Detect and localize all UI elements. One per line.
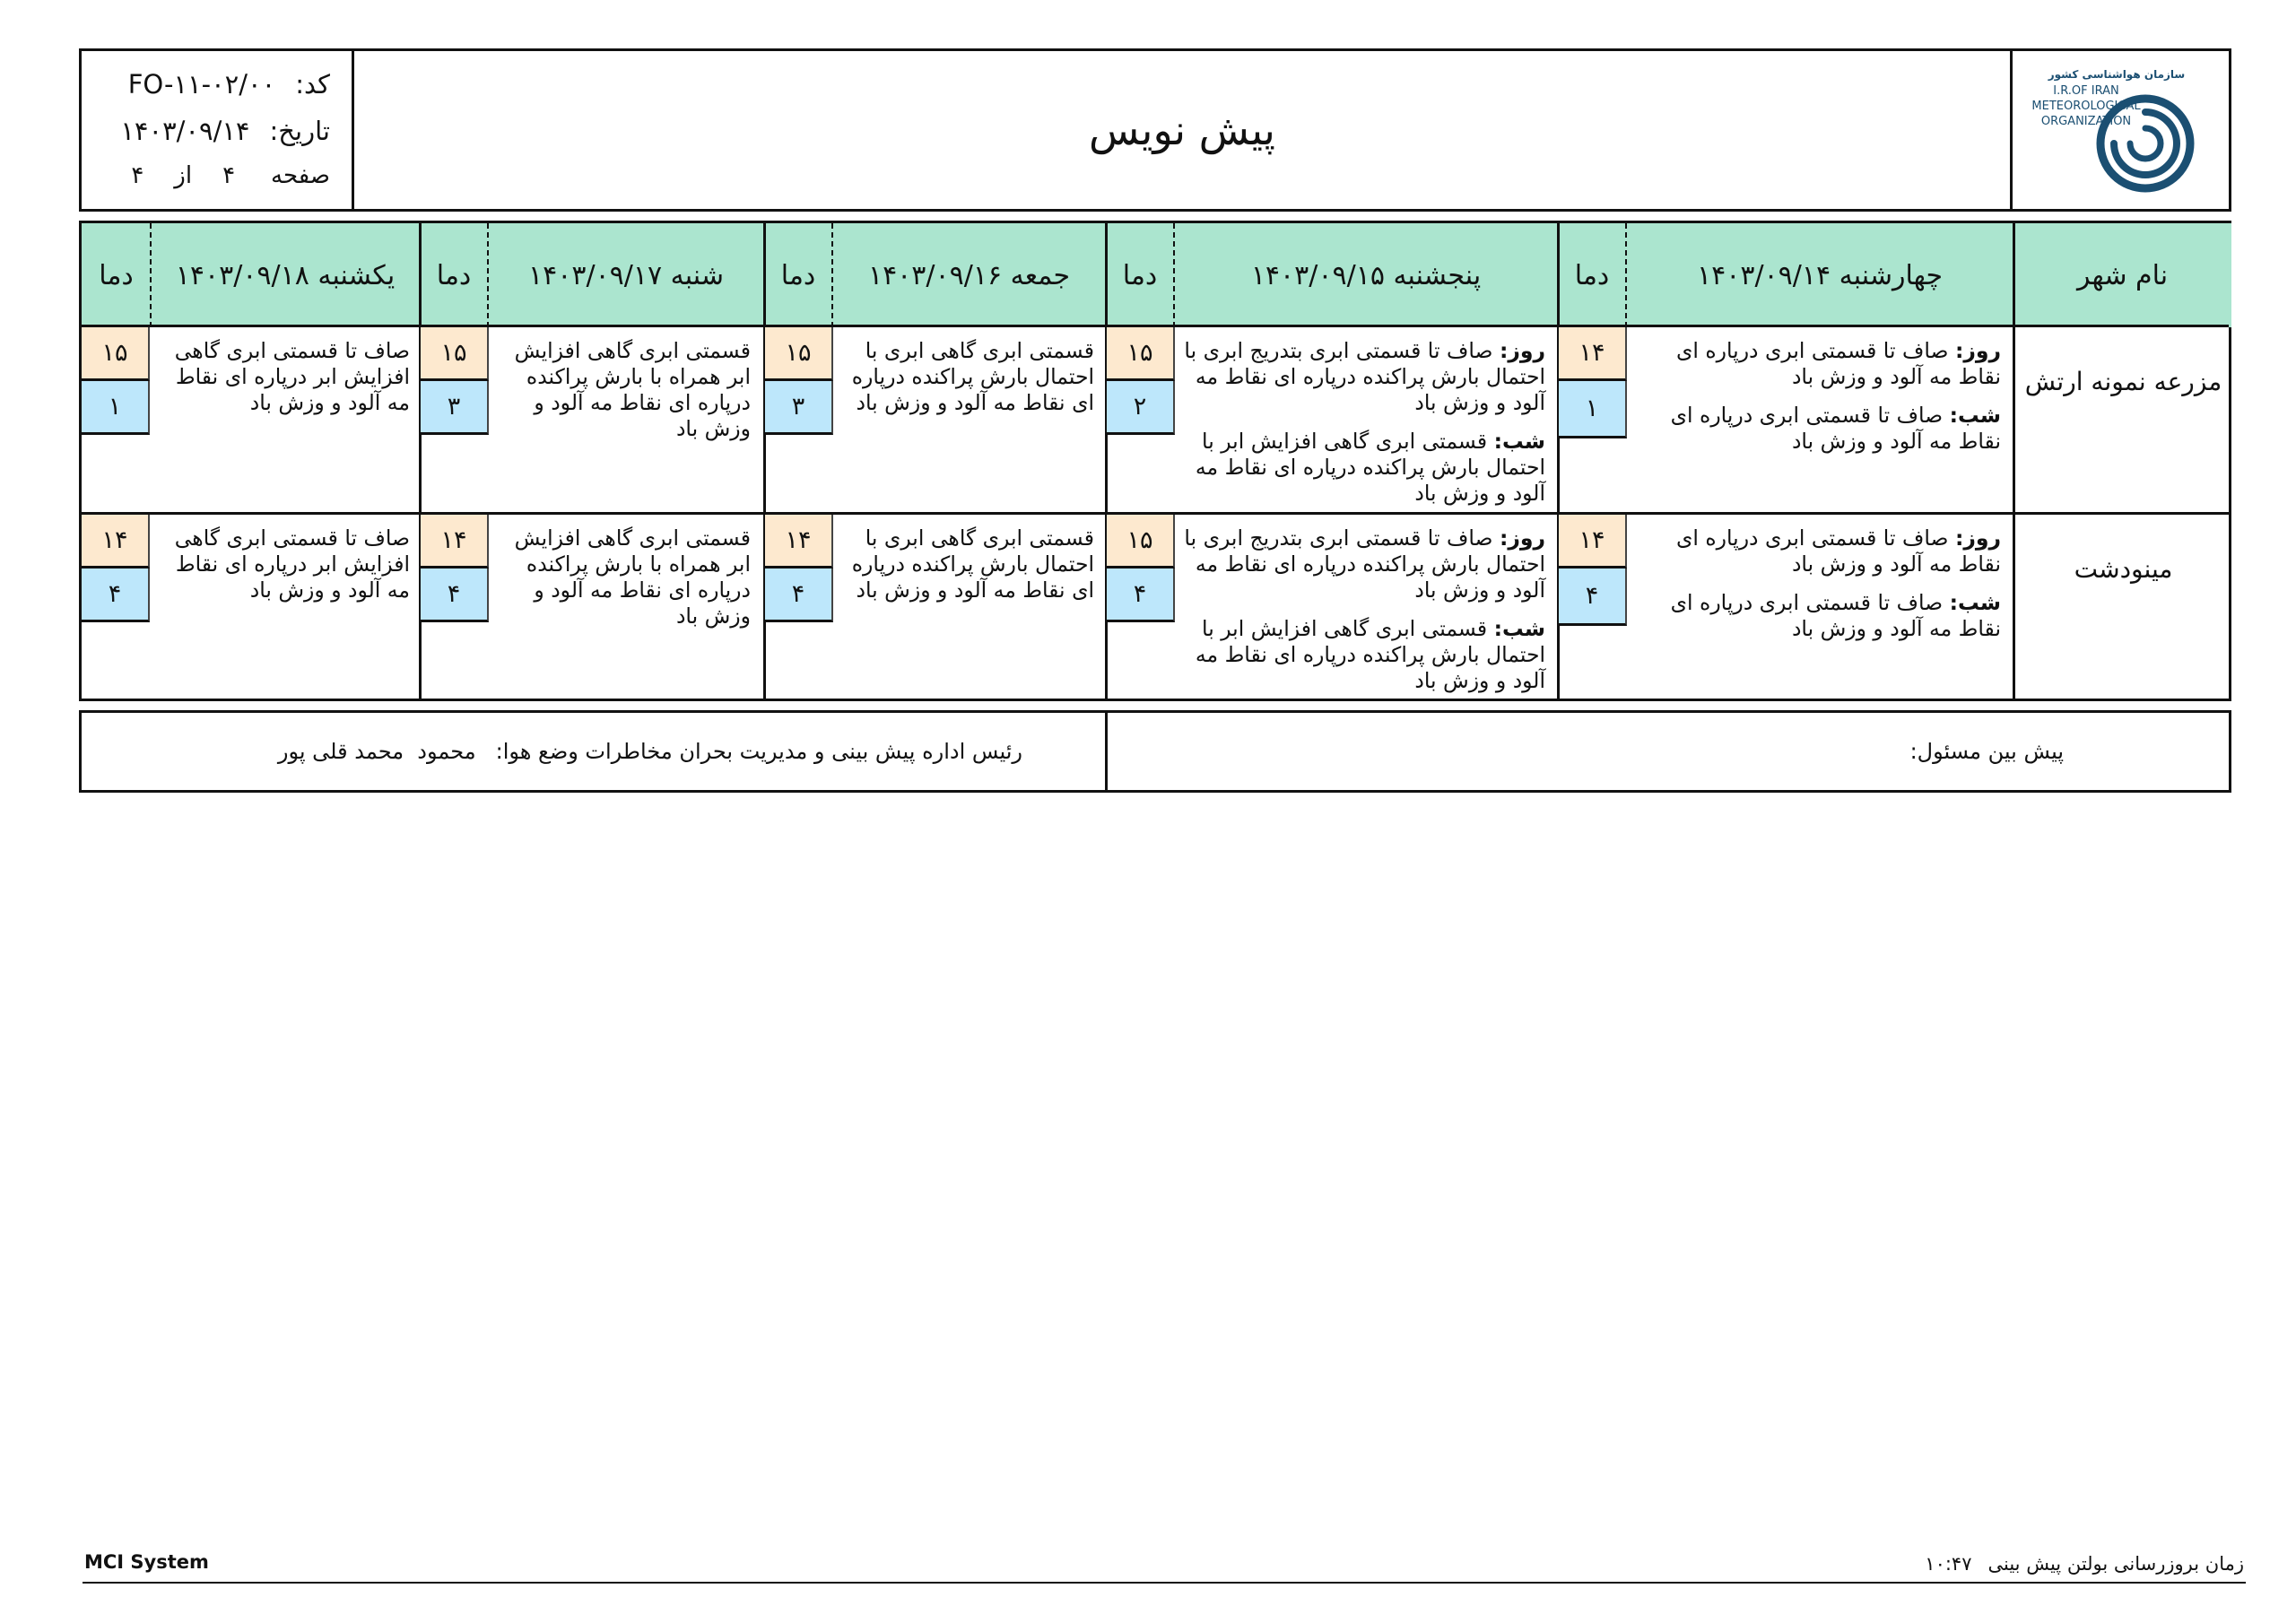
day-header: یکشنبه ۱۴۰۳/۰۹/۱۸: [151, 223, 420, 327]
night-label: شب:: [1949, 590, 2001, 615]
forecast-text: [496, 338, 751, 442]
forecast-text: [157, 338, 410, 416]
max-temp: ۱۵: [421, 327, 489, 381]
max-temp: ۱۵: [765, 327, 833, 381]
forecast: صاف تا قسمتی ابری گاهی افزایش ابر درپاره ای نقاط مه آلود و وزش باد: [174, 525, 410, 603]
day-forecast: صاف تا قسمتی ابری درپاره ای نقاط مه آلود و وزش باد: [1675, 338, 2001, 389]
date-value: ۱۴۰۳/۰۹/۱۴: [120, 116, 250, 146]
day-header: شنبه ۱۴۰۳/۰۹/۱۷: [488, 223, 764, 327]
city-header: نام شهر: [2013, 223, 2231, 327]
page-current: ۴: [222, 162, 236, 189]
logo-text-fa: سازمان هواشناسی کشور: [2048, 68, 2185, 81]
footer-divider: [83, 1582, 2246, 1584]
day-forecast: صاف تا قسمتی ابری بتدریج ابری با احتمال بارش پراکنده درپاره ای نقاط مه آلود و وزش باد: [1184, 338, 1545, 415]
min-temp: ۴: [765, 568, 833, 622]
head-name: محمود محمد قلی پور: [277, 739, 476, 764]
temp-header: دما: [82, 223, 151, 327]
min-temp: ۴: [82, 568, 150, 622]
update-time: ۱۰:۴۷: [1925, 1553, 1972, 1575]
logo-text-en-2: METEOROLOGICAL: [2031, 100, 2141, 113]
forecast-text: [839, 338, 1094, 416]
forecast: قسمتی ابری گاهی ابری با احتمال بارش پراکنده درپاره ای نقاط مه آلود و وزش باد: [851, 525, 1094, 603]
day-label: روز:: [1499, 525, 1545, 551]
min-temp: ۱: [82, 381, 150, 435]
city-name: مزرعه نمونه ارتش: [2024, 366, 2222, 396]
column-divider: [2013, 223, 2015, 699]
night-forecast: قسمتی ابری گاهی افزایش ابر با احتمال بارش پراکنده درپاره ای نقاط مه آلود و وزش باد: [1195, 616, 1545, 693]
system-name: MCI System: [84, 1551, 209, 1573]
day-forecast: صاف تا قسمتی ابری بتدریج ابری با احتمال بارش پراکنده درپاره ای نقاط مه آلود و وزش باد: [1184, 525, 1545, 603]
day-label: روز:: [1499, 338, 1545, 363]
update-time-note: [1925, 1553, 2244, 1575]
day-header: پنجشنبه ۱۴۰۳/۰۹/۱۵: [1174, 223, 1558, 327]
forecast-text: [496, 525, 751, 629]
forecast-text: [1183, 338, 1545, 507]
max-temp: ۱۴: [765, 515, 833, 568]
min-temp: ۳: [421, 381, 489, 435]
max-temp: ۱۴: [1559, 327, 1627, 381]
temp-header: دما: [764, 223, 832, 327]
forecast: صاف تا قسمتی ابری گاهی افزایش ابر درپاره ای نقاط مه آلود و وزش باد: [174, 338, 410, 415]
max-temp: ۱۵: [82, 327, 150, 381]
night-forecast: صاف تا قسمتی ابری درپاره ای نقاط مه آلود و وزش باد: [1670, 403, 2001, 454]
code-row: [128, 69, 330, 100]
column-divider: [763, 223, 766, 699]
head-signature: [278, 713, 1022, 790]
head-label: رئیس اداره پیش بینی و مدیریت بحران مخاطرات وضع هوا:: [495, 739, 1022, 764]
page-row: [131, 162, 330, 189]
document-header: [79, 48, 2231, 212]
column-divider: [1557, 223, 1560, 699]
max-temp: ۱۵: [1107, 327, 1175, 381]
day-forecast: صاف تا قسمتی ابری درپاره ای نقاط مه آلود و وزش باد: [1675, 525, 2001, 577]
max-temp: ۱۴: [421, 515, 489, 568]
min-temp: ۴: [1559, 568, 1627, 626]
min-temp: ۱: [1559, 381, 1627, 438]
logo-text-en-1: I.R.OF IRAN: [2052, 84, 2119, 98]
dashed-divider: [1625, 223, 1627, 327]
min-temp: ۲: [1107, 381, 1175, 435]
logo-cell: [2010, 51, 2229, 209]
min-temp: ۴: [1107, 568, 1175, 622]
temp-header: دما: [420, 223, 488, 327]
max-temp: ۱۴: [1559, 515, 1627, 568]
day-label: روز:: [1954, 525, 2001, 551]
night-forecast: قسمتی ابری گاهی افزایش ابر با احتمال بارش پراکنده درپاره ای نقاط مه آلود و وزش باد: [1195, 429, 1545, 506]
day-header: چهارشنبه ۱۴۰۳/۰۹/۱۴: [1626, 223, 2013, 327]
column-divider: [419, 223, 422, 699]
forecaster-label: پیش بین مسئول:: [1909, 739, 2064, 764]
night-label: شب:: [1493, 616, 1545, 641]
date-row: [120, 116, 330, 146]
dashed-divider: [487, 223, 489, 327]
night-label: شب:: [1493, 429, 1545, 454]
forecast: قسمتی ابری گاهی افزایش ابر همراه با بارش پراکنده درپاره ای نقاط مه آلود و وزش باد: [514, 338, 751, 441]
column-divider: [1105, 223, 1108, 699]
temp-header: دما: [1106, 223, 1174, 327]
forecast: قسمتی ابری گاهی ابری با احتمال بارش پراکنده درپاره ای نقاط مه آلود و وزش باد: [851, 338, 1094, 415]
code-value: FO-۱۱-۰۲/۰۰: [127, 69, 276, 100]
dashed-divider: [1173, 223, 1175, 327]
max-temp: ۱۵: [1107, 515, 1175, 568]
forecast-text: [839, 525, 1094, 603]
day-label: روز:: [1954, 338, 2001, 363]
night-label: شب:: [1949, 403, 2001, 428]
max-temp: ۱۴: [82, 515, 150, 568]
forecast-text: [1183, 525, 1545, 694]
date-label: تاریخ:: [269, 116, 330, 146]
page-of: از: [174, 162, 193, 189]
min-temp: ۴: [421, 568, 489, 622]
min-temp: ۳: [765, 381, 833, 435]
dashed-divider: [150, 223, 152, 327]
forecast-text: [1633, 525, 2001, 642]
forecast-table: [79, 221, 2231, 701]
forecast-text: [157, 525, 410, 603]
night-forecast: صاف تا قسمتی ابری درپاره ای نقاط مه آلود و وزش باد: [1670, 590, 2001, 641]
meteorological-organization-logo: [2027, 58, 2215, 202]
code-label: کد:: [295, 69, 330, 100]
signatures-box: [79, 710, 2231, 793]
page-title: پیش نویس: [1089, 106, 1275, 154]
update-label: زمان بروزرسانی بولتن پیش بینی: [1987, 1553, 2244, 1575]
dashed-divider: [831, 223, 833, 327]
city-name: مینودشت: [2074, 553, 2173, 584]
forecast-text: [1633, 338, 2001, 455]
document-meta: [82, 51, 354, 209]
logo-text-en-3: ORGANIZATION: [2040, 115, 2131, 128]
page-total: ۴: [131, 162, 144, 189]
forecast: قسمتی ابری گاهی افزایش ابر همراه با بارش پراکنده درپاره ای نقاط مه آلود و وزش باد: [514, 525, 751, 629]
signatures-divider: [1105, 713, 1108, 790]
day-header: جمعه ۱۴۰۳/۰۹/۱۶: [832, 223, 1106, 327]
temp-header: دما: [1558, 223, 1626, 327]
page-label: صفحه: [271, 162, 330, 189]
